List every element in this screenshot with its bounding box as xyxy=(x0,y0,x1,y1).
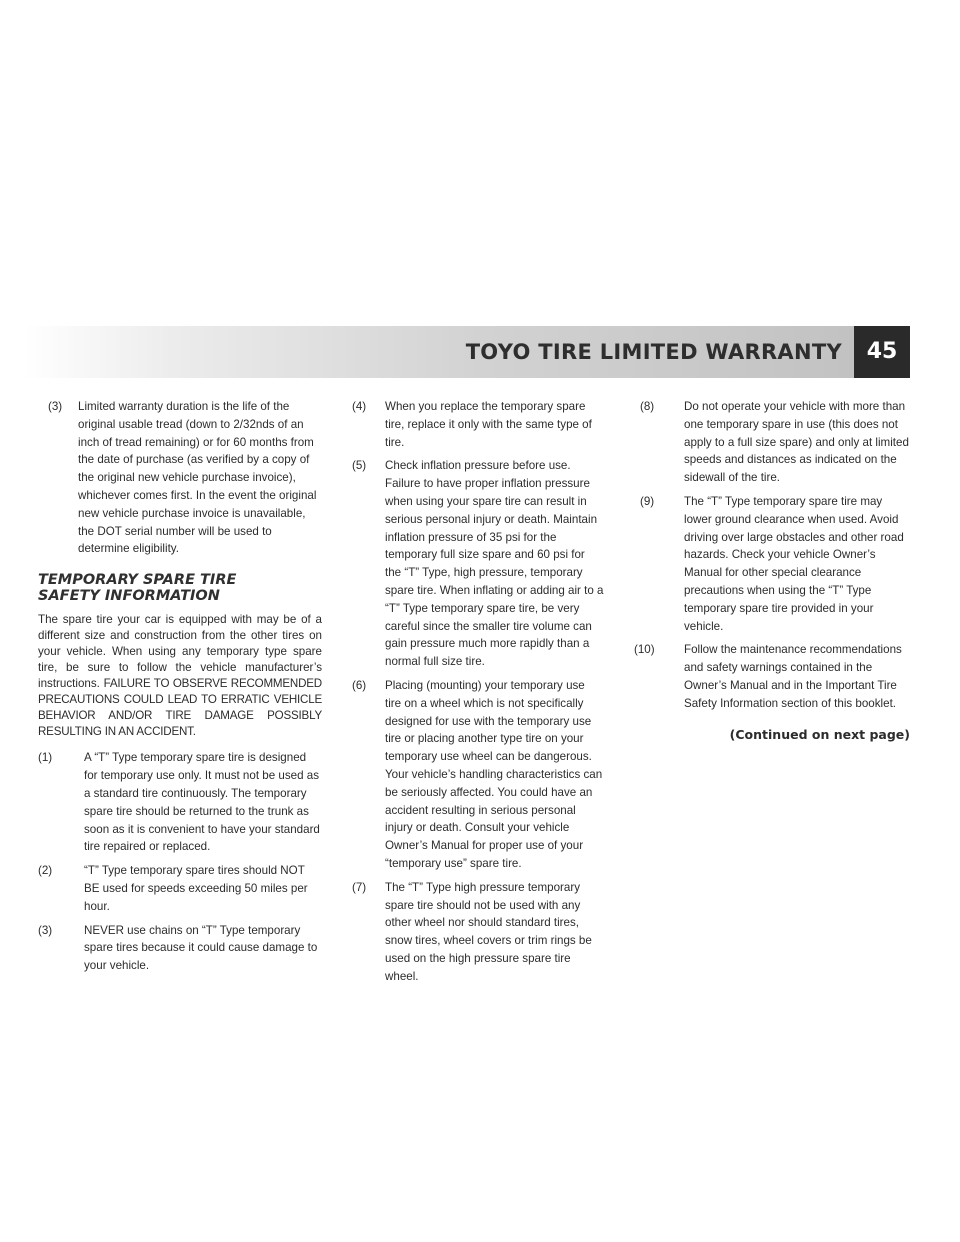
item-number: (8) xyxy=(640,400,655,413)
item-text: NEVER use chains on “T” Type temporary spare tires because it could cause damage to your vehicle. xyxy=(84,923,318,973)
item-number: (9) xyxy=(640,494,655,508)
item-number: (2) xyxy=(38,864,53,878)
item-text: Follow the maintenance recommendations and safety warnings contained in the Owner’s Manual and in the Important Tire Safety Information section of this booklet. xyxy=(684,643,902,710)
list-item xyxy=(352,398,604,451)
item-text: A “T” Type temporary spare tire is designed for temporary use only. It must not be used as a standard tire continuously. The temporary spare tire should be returned to the trunk as soon as it is convenient to have your standard tire repaired or replaced. xyxy=(84,751,320,854)
item-number: (6) xyxy=(352,678,367,692)
section-body xyxy=(38,612,322,739)
list-item xyxy=(640,398,912,487)
item-number: (3) xyxy=(38,923,53,937)
item-text: Check inflation pressure before use. Failure to have proper inflation pressure when using your spare tire can result in serious personal injury or death. Maintain inflation pressure of 35 psi for the temporary full size spare and 60 psi for the “T” Type, high pressure, temporary spare tire. When inflating or adding air to a “T” Type temporary spare tire, be very careful since the smaller tire volume can gain pressure much more rapidly than a normal full size tire. xyxy=(385,459,604,669)
continued-note: (Continued on next page) xyxy=(729,726,910,742)
column-middle xyxy=(352,398,604,992)
page-number-box xyxy=(854,326,910,378)
page-header-bar xyxy=(24,326,854,378)
item-text: “T” Type temporary spare tires should NOT BE used for speeds exceeding 50 miles per hour. xyxy=(84,864,308,913)
list-item xyxy=(38,398,322,558)
list-item xyxy=(38,922,322,975)
column-right xyxy=(634,398,912,742)
page-number: 45 xyxy=(866,339,898,364)
item-number: (7) xyxy=(352,880,367,894)
item-number: (5) xyxy=(352,459,367,473)
spare-tire-list xyxy=(38,749,322,975)
item-text: When you replace the temporary spare tire, replace it only with the same type of tire. xyxy=(385,400,592,449)
item-text: The “T” Type high pressure temporary spare tire should not be used with any other wheel nor should standard tires, snow tires, wheel covers or trim rings be used on the high pressure spare tire wheel. xyxy=(385,880,592,983)
item-text: Placing (mounting) your temporary use tire on a wheel which is not specifically designed for use with the temporary use tire or placing another type tire on your temporary use wheel can be dangerous. Your vehicle’s handling characteristics can be seriously affected. You could have an accident resulting in serious personal injury or death. Consult your vehicle Owner’s Manual for proper use of your “temporary use” spare tire. xyxy=(385,678,603,870)
item-number: (10) xyxy=(634,643,655,657)
list-item xyxy=(352,879,604,986)
section-warning-text: FAILURE TO OBSERVE RECOMMENDED PRECAUTIONS COULD LEAD TO ERRATIC VEHICLE BEHAVIOR AND/OR TIRE DAMAGE POSSIBLY RESULTING IN AN ACCIDENT. xyxy=(38,676,322,738)
section-intro-text: The spare tire your car is equipped with may be of a different size and construction from the other tires on your vehicle. When using any temporary type spare tire, be sure to follow the vehicle manufacturer’s instructions. xyxy=(38,613,322,690)
list-item xyxy=(38,862,322,915)
list-item xyxy=(352,677,604,873)
item-text: Do not operate your vehicle with more than one temporary spare in use (this does not apply to a full size spare) and only at limited speeds and distances as indicated on the sidewall of the tire. xyxy=(684,400,909,485)
column-left xyxy=(38,398,322,981)
item-number: (3) xyxy=(48,400,63,413)
list-item xyxy=(634,641,912,712)
list-item xyxy=(38,749,322,856)
page-title: TOYO TIRE LIMITED WARRANTY xyxy=(465,340,842,364)
list-item xyxy=(640,493,912,635)
list-item xyxy=(352,457,604,671)
item-number: (1) xyxy=(38,751,53,765)
item-text: Limited warranty duration is the life of the original usable tread (down to 2/32nds of an inch of tread remaining) or for 60 months from the date of purchase (as verified by a copy of the original new vehicle purchase invoice), whichever comes first. In the event the original new vehicle purchase invoice is unavailable, the DOT serial number will be used to determine eligibility. xyxy=(78,400,317,556)
item-number: (4) xyxy=(352,400,367,413)
section-heading: TEMPORARY SPARE TIRE SAFETY INFORMATION xyxy=(38,572,237,605)
item-text: The “T” Type temporary spare tire may lower ground clearance when used. Avoid driving over large obstacles and other road hazards. Check your vehicle Owner’s Manual for other special clearance precautions when using the “T” Type temporary spare tire provided in your vehicle. xyxy=(684,494,904,633)
